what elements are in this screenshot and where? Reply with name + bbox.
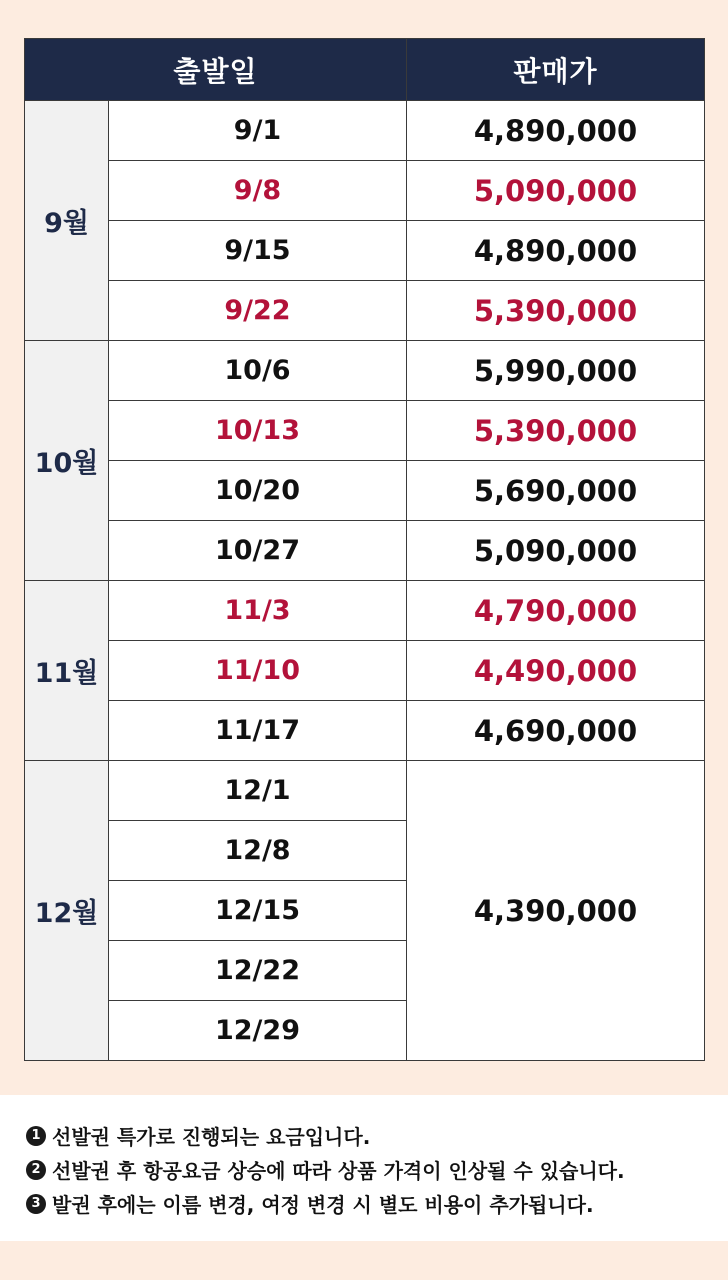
- departure-date: 12/22: [109, 941, 407, 1001]
- departure-date: 12/8: [109, 821, 407, 881]
- notes-panel: [0, 1095, 728, 1241]
- month-label: 11월: [25, 581, 109, 761]
- sale-price: 4,790,000: [407, 581, 705, 641]
- month-label: 10월: [25, 341, 109, 581]
- departure-date: 10/20: [109, 461, 407, 521]
- sale-price-merged: 4,390,000: [407, 761, 705, 1061]
- table-row: [25, 221, 705, 281]
- table-row: [25, 761, 705, 821]
- table-row: [25, 281, 705, 341]
- number-2-icon: 2: [26, 1160, 46, 1180]
- note-text: 선발권 후 항공요금 상승에 따라 상품 가격이 인상될 수 있습니다.: [52, 1159, 625, 1183]
- table-row: [25, 341, 705, 401]
- departure-date: 12/15: [109, 881, 407, 941]
- note-text: 발권 후에는 이름 변경, 여정 변경 시 별도 비용이 추가됩니다.: [52, 1193, 594, 1217]
- month-label: 9월: [25, 101, 109, 341]
- sale-price: 4,890,000: [407, 221, 705, 281]
- table-row: [25, 161, 705, 221]
- sale-price: 5,090,000: [407, 521, 705, 581]
- departure-date: 9/8: [109, 161, 407, 221]
- number-3-icon: 3: [26, 1194, 46, 1214]
- sale-price: 5,990,000: [407, 341, 705, 401]
- table-row: [25, 101, 705, 161]
- departure-date: 11/17: [109, 701, 407, 761]
- header-sale-price: 판매가: [407, 39, 705, 101]
- table-row: [25, 641, 705, 701]
- number-1-icon: 1: [26, 1126, 46, 1146]
- departure-date: 9/1: [109, 101, 407, 161]
- departure-date: 9/15: [109, 221, 407, 281]
- table-row: [25, 581, 705, 641]
- header-departure-date: 출발일: [25, 39, 407, 101]
- departure-date: 9/22: [109, 281, 407, 341]
- departure-date: 10/27: [109, 521, 407, 581]
- departure-date: 11/3: [109, 581, 407, 641]
- departure-date: 12/1: [109, 761, 407, 821]
- departure-date: 12/29: [109, 1001, 407, 1061]
- table-header-row: [25, 39, 705, 101]
- month-label: 12월: [25, 761, 109, 1061]
- departure-date: 10/13: [109, 401, 407, 461]
- sale-price: 4,890,000: [407, 101, 705, 161]
- table-body: [25, 101, 705, 1061]
- departure-date: 11/10: [109, 641, 407, 701]
- price-table: [24, 38, 705, 1061]
- sale-price: 5,390,000: [407, 401, 705, 461]
- sale-price: 5,090,000: [407, 161, 705, 221]
- note-item: [26, 1189, 594, 1218]
- sale-price: 5,390,000: [407, 281, 705, 341]
- sale-price: 5,690,000: [407, 461, 705, 521]
- departure-date: 10/6: [109, 341, 407, 401]
- table-row: [25, 401, 705, 461]
- note-item: [26, 1121, 370, 1150]
- table-row: [25, 701, 705, 761]
- sale-price: 4,490,000: [407, 641, 705, 701]
- table-row: [25, 521, 705, 581]
- price-table-container: [24, 38, 704, 1061]
- table-row: [25, 461, 705, 521]
- note-text: 선발권 특가로 진행되는 요금입니다.: [52, 1125, 371, 1149]
- note-item: [26, 1155, 625, 1184]
- sale-price: 4,690,000: [407, 701, 705, 761]
